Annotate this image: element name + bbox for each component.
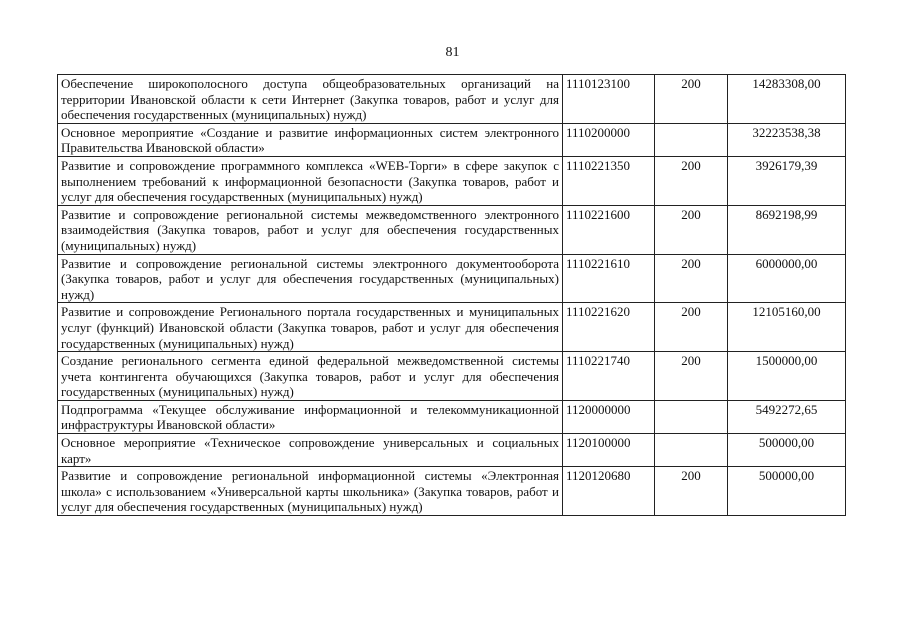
row-target-code: 1110221740 (563, 352, 655, 401)
row-target-code: 1120000000 (563, 400, 655, 433)
row-sum: 500000,00 (728, 467, 846, 516)
row-expense-type: 200 (655, 254, 728, 303)
row-target-code: 1110221350 (563, 156, 655, 205)
row-expense-type: 200 (655, 303, 728, 352)
table-row (58, 254, 846, 303)
row-sum: 500000,00 (728, 434, 846, 467)
row-expense-type (655, 434, 728, 467)
row-expense-type: 200 (655, 205, 728, 254)
table-row (58, 400, 846, 433)
row-sum: 14283308,00 (728, 75, 846, 124)
table-row (58, 434, 846, 467)
row-name: Создание регионального сегмента единой федеральной межведомственной системы учета контингента обучающихся (Закупка товаров, работ и услуг для обеспечения государственных (муниципальных) нужд) (58, 352, 563, 401)
row-target-code: 1110200000 (563, 123, 655, 156)
row-sum: 12105160,00 (728, 303, 846, 352)
row-target-code: 1120120680 (563, 467, 655, 516)
row-expense-type: 200 (655, 352, 728, 401)
budget-table (57, 74, 846, 516)
row-sum: 1500000,00 (728, 352, 846, 401)
row-expense-type (655, 400, 728, 433)
table-row (58, 352, 846, 401)
row-sum: 8692198,99 (728, 205, 846, 254)
row-name: Обеспечение широкополосного доступа общеобразовательных организаций на территории Ивановской области к сети Интернет (Закупка товаров, работ и услуг для обеспечения государственных (муниципальных) нужд) (58, 75, 563, 124)
row-name: Подпрограмма «Текущее обслуживание информационной и телекоммуникационной инфраструктуры Ивановской области» (58, 400, 563, 433)
row-target-code: 1120100000 (563, 434, 655, 467)
row-name: Основное мероприятие «Создание и развитие информационных систем электронного Правительства Ивановской области» (58, 123, 563, 156)
row-name: Развитие и сопровождение региональной системы электронного документооборота (Закупка товаров, работ и услуг для обеспечения государственных (муниципальных) нужд) (58, 254, 563, 303)
row-expense-type: 200 (655, 156, 728, 205)
table-row (58, 303, 846, 352)
table-row (58, 75, 846, 124)
row-expense-type: 200 (655, 75, 728, 124)
table-row (58, 156, 846, 205)
row-sum: 3926179,39 (728, 156, 846, 205)
row-sum: 32223538,38 (728, 123, 846, 156)
row-target-code: 1110123100 (563, 75, 655, 124)
row-name: Развитие и сопровождение региональной системы межведомственного электронного взаимодействия (Закупка товаров, работ и услуг для обеспечения государственных (муниципальных) нужд) (58, 205, 563, 254)
page-number: 81 (445, 45, 460, 60)
row-sum: 6000000,00 (728, 254, 846, 303)
table-row (58, 205, 846, 254)
row-expense-type (655, 123, 728, 156)
table-row (58, 123, 846, 156)
row-name: Развитие и сопровождение программного комплекса «WEB-Торги» в сфере закупок с выполнением требований к информационной безопасности (Закупка товаров, работ и услуг для обеспечения государственных (муниципальных) нужд) (58, 156, 563, 205)
row-expense-type: 200 (655, 467, 728, 516)
row-target-code: 1110221610 (563, 254, 655, 303)
table-row (58, 467, 846, 516)
row-name: Развитие и сопровождение региональной информационной системы «Электронная школа» с использованием «Универсальной карты школьника» (Закупка товаров, работ и услуг для обеспечения государственных (муниципальных) нужд) (58, 467, 563, 516)
row-name: Основное мероприятие «Техническое сопровождение универсальных и социальных карт» (58, 434, 563, 467)
row-name: Развитие и сопровождение Регионального портала государственных и муниципальных услуг (функций) Ивановской области (Закупка товаров, работ и услуг для обеспечения государственных (муниципальных) нужд) (58, 303, 563, 352)
row-target-code: 1110221600 (563, 205, 655, 254)
row-sum: 5492272,65 (728, 400, 846, 433)
row-target-code: 1110221620 (563, 303, 655, 352)
